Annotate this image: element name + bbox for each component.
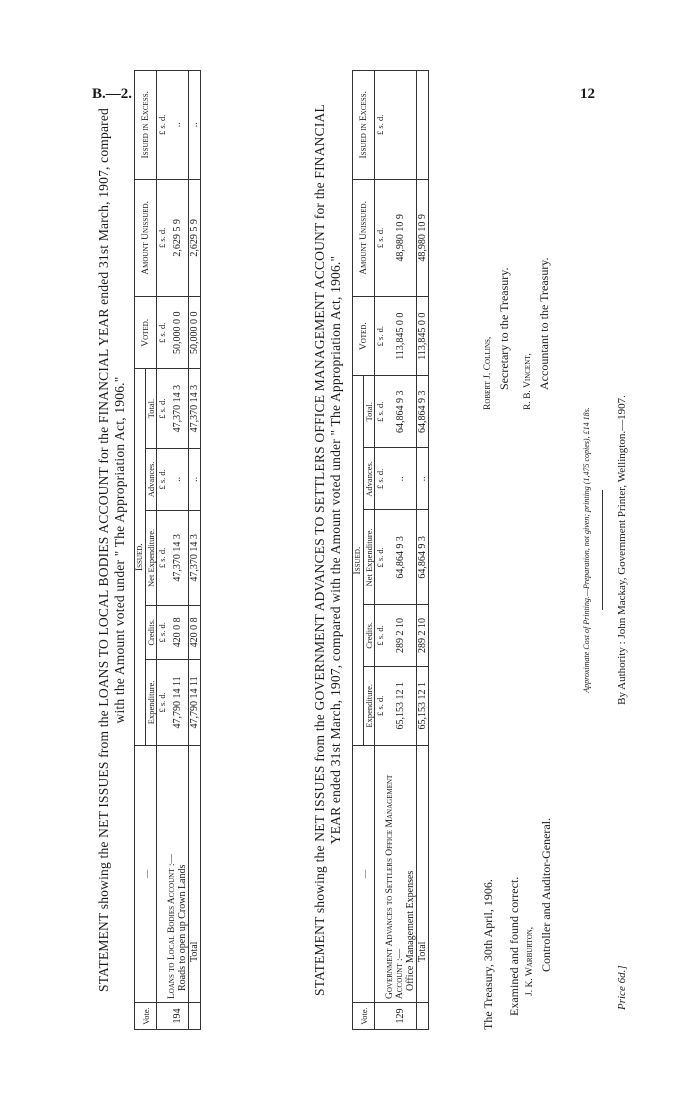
total-expenditure: 65,153 12 1 <box>417 666 429 745</box>
advances-header: Advances. <box>364 448 375 510</box>
units-label: £ s. d. <box>157 71 168 180</box>
account-name: Government Advances to Settlers Office Management Account :— <box>385 774 405 999</box>
voted-header: Voted. <box>135 297 157 369</box>
statement2-table <box>352 70 429 1030</box>
excess-header: Issued in Excess. <box>135 71 157 180</box>
units-label: £ s. d. <box>375 71 386 180</box>
total-label: Total <box>189 746 201 1003</box>
footer-divider <box>602 490 603 610</box>
advances-header: Advances. <box>146 448 157 510</box>
expenditure-header: Expenditure. <box>364 666 375 745</box>
voted-value: 50,000 0 0 <box>167 297 189 369</box>
vote-number: 129 <box>385 1003 417 1030</box>
expenditure-value: 65,153 12 1 <box>385 666 417 745</box>
units-label: £ s. d. <box>375 448 386 510</box>
unissued-value: 2,629 5 9 <box>167 179 189 297</box>
issued-header: Issued. <box>135 369 146 746</box>
units-label: £ s. d. <box>375 605 386 666</box>
unissued-header: Amount Unissued. <box>353 179 375 297</box>
voted-value: 113,845 0 0 <box>385 297 417 376</box>
total-row <box>417 71 429 1030</box>
auditor-title: Controller and Auditor-General. <box>539 817 553 972</box>
printing-cost-note: Approximate Cost of Printing.—Preparation, not given; printing (1,475 copies), £14 18s. <box>582 407 591 693</box>
statement1-title-line2: with the Amount voted under " The Appropriation Act, 1906." <box>112 376 127 724</box>
voted-header: Voted. <box>353 297 375 376</box>
net-expenditure-value: 64,864 9 3 <box>385 510 417 605</box>
account-name: Loans to Local Bodies Account :— <box>167 853 177 999</box>
units-label: £ s. d. <box>157 297 168 369</box>
total-excess <box>417 71 429 180</box>
units-label: £ s. d. <box>157 659 168 745</box>
advances-value: .. <box>167 448 189 510</box>
total-unissued: 48,980 10 9 <box>417 179 429 297</box>
total-voted: 50,000 0 0 <box>189 297 201 369</box>
total-unissued: 2,629 5 9 <box>189 179 201 297</box>
units-label: £ s. d. <box>157 179 168 297</box>
total-credits: 420 0 8 <box>189 605 201 659</box>
total-credits: 289 2 10 <box>417 605 429 666</box>
account-item: Office Management Expenses <box>405 870 416 991</box>
units-label: £ s. d. <box>157 369 168 448</box>
page-number: 12 <box>580 86 595 102</box>
total-net-expenditure: 64,864 9 3 <box>417 510 429 605</box>
vote-header: Vote. <box>353 1003 375 1030</box>
advances-value: .. <box>385 448 417 510</box>
unissued-header: Amount Unissued. <box>135 179 157 297</box>
total-voted: 113,845 0 0 <box>417 297 429 376</box>
units-label: £ s. d. <box>375 376 386 448</box>
units-label: £ s. d. <box>375 510 386 605</box>
units-label: £ s. d. <box>157 605 168 659</box>
price-label: Price 6d.] <box>616 965 628 1010</box>
units-label: £ s. d. <box>375 297 386 376</box>
unissued-value: 48,980 10 9 <box>385 179 417 297</box>
total-total: 47,370 14 3 <box>189 369 201 448</box>
page-code: B.—2. <box>92 86 133 102</box>
total-header: Total. <box>146 369 157 448</box>
credits-header: Credits. <box>364 605 375 666</box>
statement1-table <box>134 70 201 1030</box>
total-row <box>189 71 201 1030</box>
vote-header: Vote. <box>135 1003 157 1030</box>
units-label: £ s. d. <box>157 448 168 510</box>
treasury-signatures-left <box>480 818 554 1030</box>
total-value: 64,864 9 3 <box>385 376 417 448</box>
account-description <box>167 746 189 1003</box>
issued-header: Issued. <box>353 376 364 746</box>
credits-value: 289 2 10 <box>385 605 417 666</box>
net-expenditure-value: 47,370 14 3 <box>167 510 189 605</box>
treasury-signatures-right <box>480 257 552 410</box>
statement2-title-line1: STATEMENT showing the NET ISSUES from the GOVERNMENT ADVANCES TO SETTLERS OFFICE MANAGEMENT ACCOUNT for the FINANCIAL <box>312 104 327 996</box>
table-row <box>385 71 417 1030</box>
units-label: £ s. d. <box>157 510 168 605</box>
net-expenditure-header: Net Expenditure. <box>146 510 157 605</box>
expenditure-value: 47,790 14 11 <box>167 659 189 745</box>
total-expenditure: 47,790 14 11 <box>189 659 201 745</box>
secretary-title: Secretary to the Treasury. <box>497 267 511 390</box>
accountant-name: R. B. Vincent, <box>523 353 533 410</box>
account-description <box>385 746 417 1003</box>
statement1-title <box>96 50 128 1050</box>
auditor-name: J. K. Warburton, <box>525 926 535 996</box>
total-value: 47,370 14 3 <box>167 369 189 448</box>
total-excess: .. <box>189 71 201 180</box>
table-row <box>167 71 189 1030</box>
secretary-name: Robert J. Collins, <box>483 336 493 410</box>
expenditure-header: Expenditure. <box>146 659 157 745</box>
total-header: Total. <box>364 376 375 448</box>
total-advances: .. <box>417 448 429 510</box>
accountant-title: Accountant to the Treasury. <box>537 257 551 390</box>
statement2-title <box>312 50 344 1050</box>
rotated-page-content <box>90 50 690 1050</box>
units-label: £ s. d. <box>375 666 386 745</box>
total-advances: .. <box>189 448 201 510</box>
vote-number: 194 <box>167 1003 189 1030</box>
statement1-title-line1: STATEMENT showing the NET ISSUES from the LOANS TO LOCAL BODIES ACCOUNT for the FINANCIAL YEAR ended 31st March, 1907, compared <box>96 108 111 993</box>
excess-value: .. <box>167 71 189 180</box>
examined-statement: Examined and found correct. <box>507 876 521 1016</box>
credits-value: 420 0 8 <box>167 605 189 659</box>
description-header: — <box>135 746 157 1003</box>
total-total: 64,864 9 3 <box>417 376 429 448</box>
account-item: Roads to open up Crown Lands <box>177 864 188 991</box>
total-net-expenditure: 47,370 14 3 <box>189 510 201 605</box>
treasury-date: The Treasury, 30th April, 1906. <box>481 879 495 1030</box>
description-header: — <box>353 746 375 1003</box>
printer-authority: By Authority : John Mackay, Government Printer, Wellington.—1907. <box>616 395 628 705</box>
units-label: £ s. d. <box>375 179 386 297</box>
excess-header: Issued in Excess. <box>353 71 375 180</box>
total-label: Total <box>417 746 429 1003</box>
excess-value <box>385 71 417 180</box>
credits-header: Credits. <box>146 605 157 659</box>
net-expenditure-header: Net Expenditure. <box>364 510 375 605</box>
statement2-title-line2: YEAR ended 31st March, 1907, compared with the Amount voted under " The Appropriation Act, 1906." <box>328 255 343 845</box>
